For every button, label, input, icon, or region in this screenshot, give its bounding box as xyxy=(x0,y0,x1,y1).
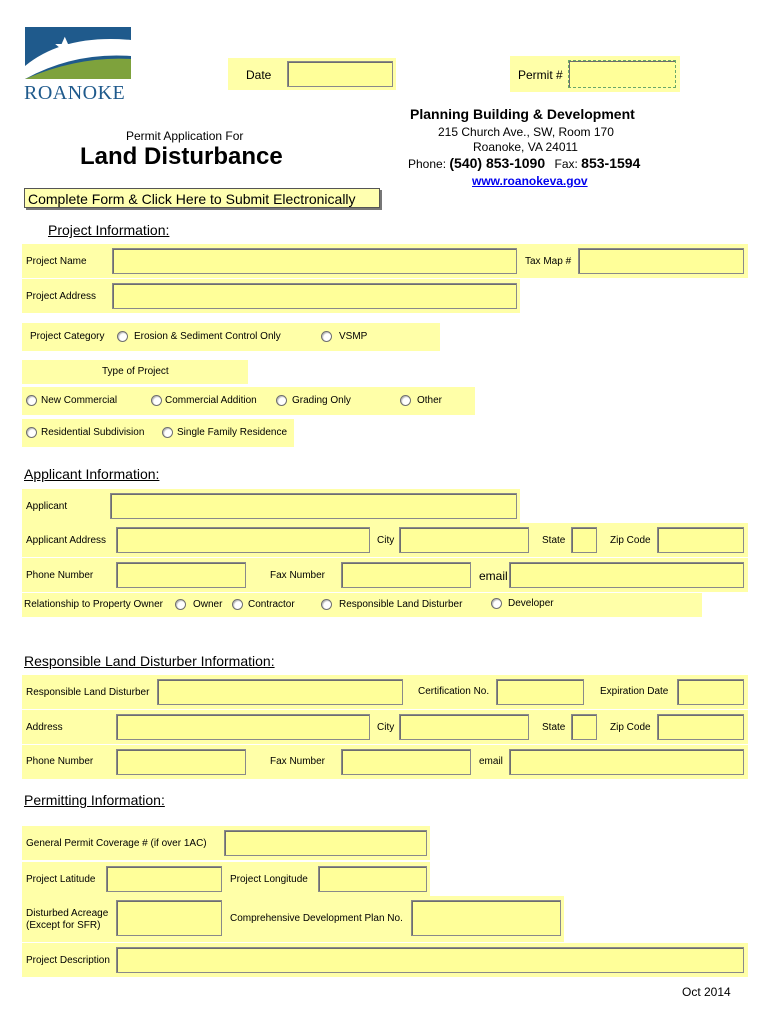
applicant-email-field[interactable] xyxy=(509,562,744,588)
rld-state-label: State xyxy=(542,722,566,733)
project-name-field[interactable] xyxy=(112,248,517,274)
type-other-label: Other xyxy=(417,395,443,406)
rld-state-field[interactable] xyxy=(571,714,597,740)
coverage-label: General Permit Coverage # (if over 1AC) xyxy=(26,838,207,849)
website-link[interactable]: www.roanokeva.gov xyxy=(472,174,588,188)
rld-phone-field[interactable] xyxy=(116,749,246,775)
longitude-label: Project Longitude xyxy=(230,874,308,885)
phone-number: (540) 853-1090 xyxy=(449,155,546,171)
rld-field[interactable] xyxy=(157,679,403,705)
applicant-label: Applicant xyxy=(26,501,68,512)
type-other-radio[interactable] xyxy=(400,395,411,406)
rld-zip-field[interactable] xyxy=(657,714,744,740)
project-category-label: Project Category xyxy=(30,331,105,342)
relationship-owner-radio[interactable] xyxy=(175,599,186,610)
type-residential-subdivision-label: Residential Subdivision xyxy=(41,427,145,438)
date-label: Date xyxy=(246,68,272,82)
relationship-contractor-label: Contractor xyxy=(248,599,295,610)
type-commercial-addition-label: Commercial Addition xyxy=(165,395,257,406)
applicant-field[interactable] xyxy=(110,493,517,519)
relationship-developer-radio[interactable] xyxy=(491,598,502,609)
section-applicant-information: Applicant Information: xyxy=(24,466,160,482)
relationship-developer-label: Developer xyxy=(508,598,554,609)
applicant-city-field[interactable] xyxy=(399,527,529,553)
department-address-1: 215 Church Ave., SW, Room 170 xyxy=(438,125,614,139)
type-commercial-addition-radio[interactable] xyxy=(151,395,162,406)
section-project-information: Project Information: xyxy=(48,222,170,238)
project-address-label: Project Address xyxy=(26,291,97,302)
section-rld-information: Responsible Land Disturber Information: xyxy=(24,653,275,669)
applicant-address-field[interactable] xyxy=(116,527,370,553)
rld-fax-field[interactable] xyxy=(341,749,471,775)
department-name: Planning Building & Development xyxy=(410,106,635,122)
cdp-label: Comprehensive Development Plan No. xyxy=(230,913,403,924)
type-single-family-label: Single Family Residence xyxy=(177,427,288,438)
page-title: Land Disturbance xyxy=(80,143,283,170)
date-field[interactable] xyxy=(287,61,393,87)
category-erosion-label: Erosion & Sediment Control Only xyxy=(134,331,281,342)
type-residential-subdivision-radio[interactable] xyxy=(26,427,37,438)
latitude-label: Project Latitude xyxy=(26,874,96,885)
type-grading-only-radio[interactable] xyxy=(276,395,287,406)
coverage-field[interactable] xyxy=(224,830,427,856)
type-of-project-label: Type of Project xyxy=(102,366,169,377)
applicant-phone-field[interactable] xyxy=(116,562,246,588)
relationship-owner-label: Owner xyxy=(193,599,223,610)
fax-label: Fax: xyxy=(554,157,578,171)
rld-exp-label: Expiration Date xyxy=(600,686,669,697)
fax-number: 853-1594 xyxy=(581,155,641,171)
acreage-field[interactable] xyxy=(116,900,222,936)
description-label: Project Description xyxy=(26,955,110,966)
description-field[interactable] xyxy=(116,947,744,973)
relationship-label: Relationship to Property Owner xyxy=(24,599,163,610)
roanoke-logo-mark xyxy=(24,26,134,80)
type-new-commercial-radio[interactable] xyxy=(26,395,37,406)
rld-label: Responsible Land Disturber xyxy=(26,687,150,698)
applicant-zip-label: Zip Code xyxy=(610,535,651,546)
applicant-zip-field[interactable] xyxy=(657,527,744,553)
category-vsmp-radio[interactable] xyxy=(321,331,332,342)
tax-map-field[interactable] xyxy=(578,248,744,274)
rld-zip-label: Zip Code xyxy=(610,722,651,733)
rld-cert-label: Certification No. xyxy=(418,686,490,697)
rld-address-field[interactable] xyxy=(116,714,370,740)
section-permitting-information: Permitting Information: xyxy=(24,792,165,808)
permit-label: Permit # xyxy=(518,68,563,82)
permit-application-for: Permit Application For xyxy=(126,129,244,143)
rld-email-field[interactable] xyxy=(509,749,744,775)
relationship-rld-radio[interactable] xyxy=(321,599,332,610)
latitude-field[interactable] xyxy=(106,866,222,892)
acreage-label-1: Disturbed Acreage xyxy=(26,908,109,919)
acreage-label-2: (Except for SFR) xyxy=(26,920,101,931)
phone-label: Phone: xyxy=(408,157,447,171)
department-phone-line xyxy=(408,155,640,171)
submit-electronically-button[interactable]: Complete Form & Click Here to Submit Electronically xyxy=(24,188,380,208)
rld-city-label: City xyxy=(377,722,395,733)
applicant-fax-label: Fax Number xyxy=(270,570,326,581)
footer-date: Oct 2014 xyxy=(682,985,731,999)
rld-phone-label: Phone Number xyxy=(26,756,94,767)
type-grading-only-label: Grading Only xyxy=(292,395,351,406)
roanoke-logo xyxy=(24,26,134,104)
rld-city-field[interactable] xyxy=(399,714,529,740)
type-single-family-radio[interactable] xyxy=(162,427,173,438)
logo-text: ROANOKE xyxy=(24,82,126,104)
rld-fax-label: Fax Number xyxy=(270,756,326,767)
relationship-contractor-radio[interactable] xyxy=(232,599,243,610)
rld-cert-field[interactable] xyxy=(496,679,584,705)
relationship-rld-label: Responsible Land Disturber xyxy=(339,599,463,610)
category-vsmp-label: VSMP xyxy=(339,331,368,342)
applicant-state-label: State xyxy=(542,535,566,546)
longitude-field[interactable] xyxy=(318,866,427,892)
applicant-email-label: email xyxy=(479,569,508,583)
applicant-city-label: City xyxy=(377,535,395,546)
rld-exp-field[interactable] xyxy=(677,679,744,705)
category-erosion-radio[interactable] xyxy=(117,331,128,342)
type-new-commercial-label: New Commercial xyxy=(41,395,118,406)
permit-number-field[interactable] xyxy=(568,60,676,88)
applicant-state-field[interactable] xyxy=(571,527,597,553)
project-name-label: Project Name xyxy=(26,256,87,267)
applicant-phone-label: Phone Number xyxy=(26,570,94,581)
rld-email-label: email xyxy=(479,756,503,767)
rld-address-label: Address xyxy=(26,722,63,733)
project-address-field[interactable] xyxy=(112,283,517,309)
department-address-2: Roanoke, VA 24011 xyxy=(473,140,578,154)
cdp-field[interactable] xyxy=(411,900,561,936)
applicant-fax-field[interactable] xyxy=(341,562,471,588)
applicant-address-label: Applicant Address xyxy=(26,535,107,546)
tax-map-label: Tax Map # xyxy=(525,256,572,267)
